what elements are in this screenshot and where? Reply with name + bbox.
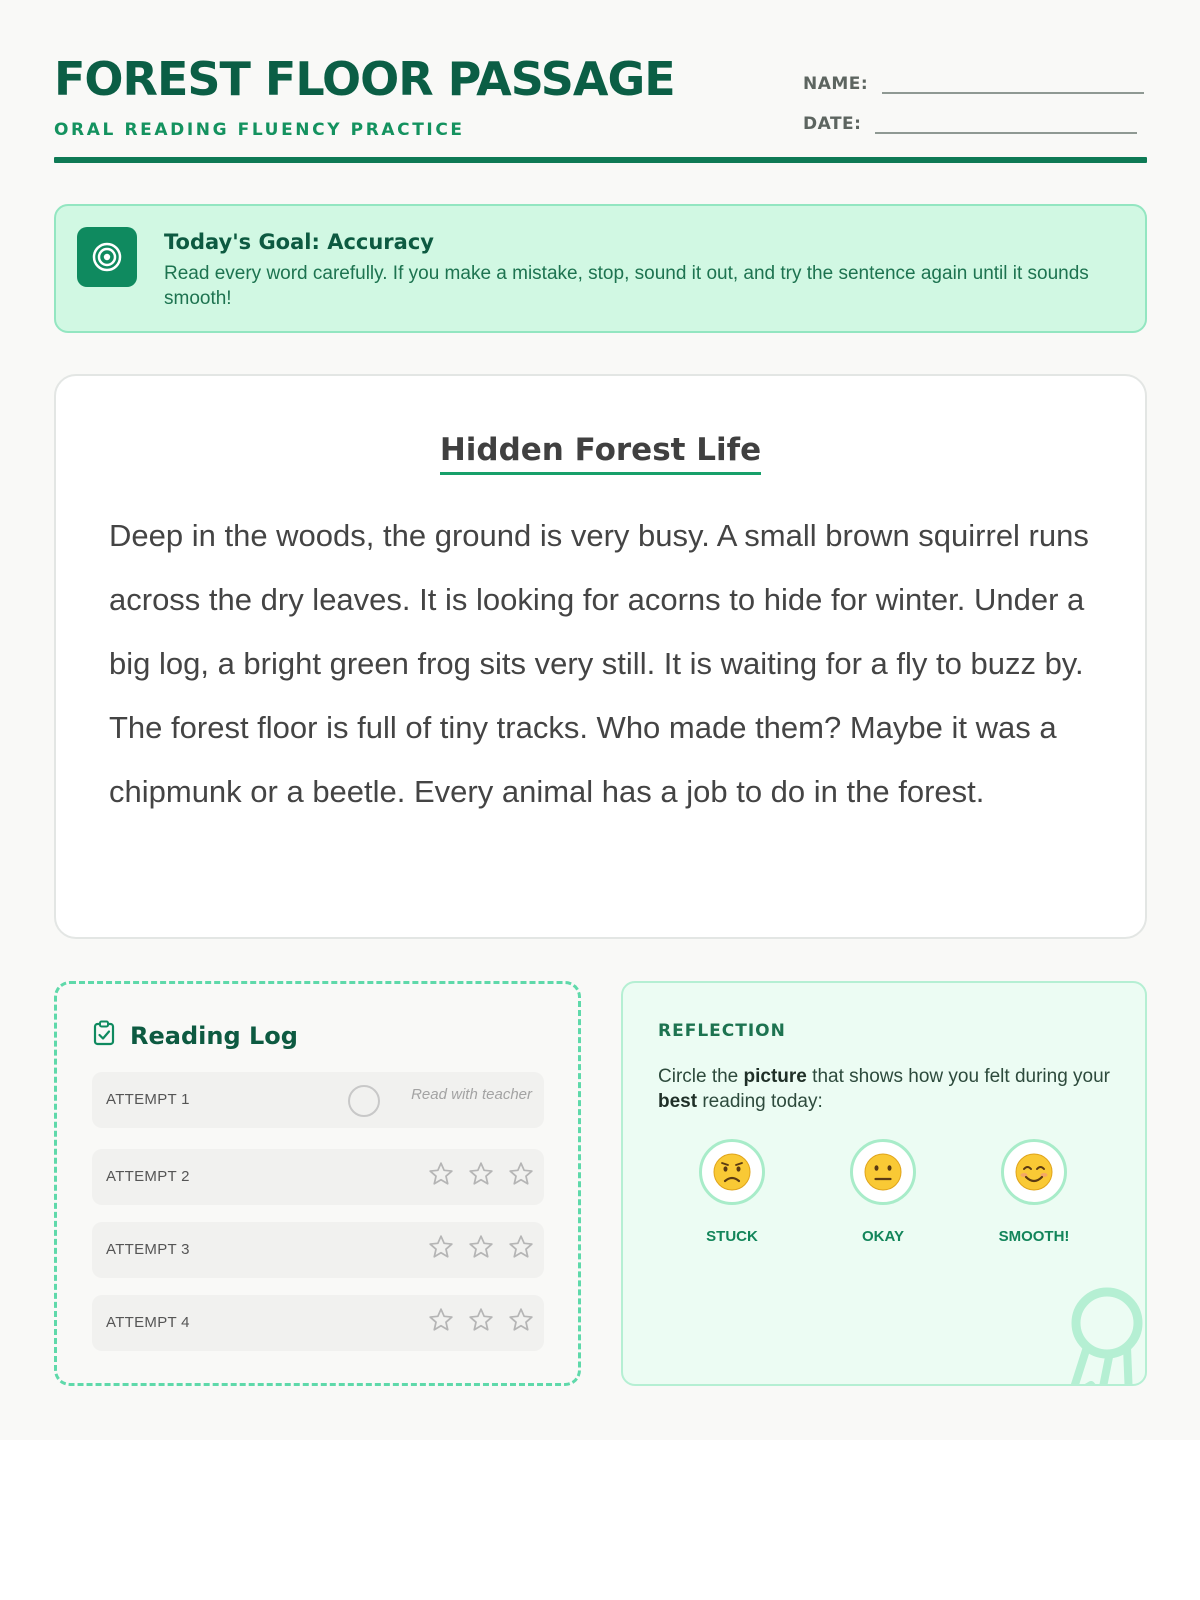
star-icon[interactable] — [428, 1234, 454, 1260]
attempt-label: ATTEMPT 4 — [106, 1314, 190, 1331]
reading-log — [54, 981, 581, 1386]
face-okay[interactable] — [850, 1139, 916, 1205]
attempt-row — [92, 1295, 544, 1351]
name-field[interactable] — [803, 74, 1144, 94]
check-circle[interactable] — [348, 1085, 380, 1117]
worried-face-icon — [702, 1142, 762, 1202]
award-ribbon-icon — [1063, 1277, 1147, 1386]
star-icon[interactable] — [468, 1161, 494, 1187]
face-label-okay: OKAY — [862, 1228, 904, 1245]
reading-log-title: Reading Log — [130, 1021, 298, 1050]
goal-title: Today's Goal: Accuracy — [164, 230, 434, 254]
attempt-row — [92, 1072, 544, 1128]
star-icon[interactable] — [508, 1234, 534, 1260]
date-field[interactable] — [803, 114, 1137, 134]
clipboard-check-icon — [92, 1020, 116, 1051]
face-label-stuck: STUCK — [706, 1228, 758, 1245]
header-divider — [54, 157, 1147, 163]
page-subtitle: ORAL READING FLUENCY PRACTICE — [54, 120, 465, 140]
face-smooth[interactable] — [1001, 1139, 1067, 1205]
goal-callout — [54, 204, 1147, 333]
star-icon[interactable] — [428, 1161, 454, 1187]
reflection-title: REFLECTION — [658, 1021, 786, 1041]
face-label-smooth: SMOOTH! — [998, 1228, 1070, 1245]
neutral-face-icon — [853, 1142, 913, 1202]
date-line[interactable] — [875, 132, 1137, 134]
goal-text: Read every word carefully. If you make a mistake, stop, sound it out, and try the sentence again until it sounds smooth! — [164, 263, 1089, 309]
attempt-label: ATTEMPT 1 — [106, 1091, 190, 1108]
page-header — [54, 52, 1147, 164]
star-icon[interactable] — [468, 1307, 494, 1333]
face-stuck[interactable] — [699, 1139, 765, 1205]
star-icon[interactable] — [508, 1307, 534, 1333]
reflection-panel — [621, 981, 1147, 1386]
date-label: DATE: — [803, 114, 862, 134]
smiling-face-icon — [1004, 1142, 1064, 1202]
star-rating[interactable] — [414, 1307, 534, 1333]
passage-text: Deep in the woods, the ground is very busy. A small brown squirrel runs across the dry leaves. It is looking for acorns to hide for winter. Under a big log, a bright green frog sits very still. It is waiting for a fly to buzz by. The forest floor is full of tiny tracks. Who made them? Maybe it was a chipmunk or a beetle. Every animal has a job to do in the forest. — [109, 518, 1089, 809]
target-icon — [77, 227, 137, 287]
passage-title: Hidden Forest Life — [440, 432, 761, 475]
passage-card — [54, 374, 1147, 939]
attempt-note: Read with teacher — [411, 1086, 532, 1103]
attempt-label: ATTEMPT 2 — [106, 1168, 190, 1185]
star-rating[interactable] — [414, 1234, 534, 1260]
reflection-instructions: Circle the picture that shows how you felt during your best reading today: — [658, 1066, 1110, 1112]
page-title: FOREST FLOOR PASSAGE — [54, 52, 675, 106]
star-icon[interactable] — [468, 1234, 494, 1260]
name-label: NAME: — [803, 74, 869, 94]
star-rating[interactable] — [414, 1161, 534, 1187]
star-icon[interactable] — [428, 1307, 454, 1333]
attempt-label: ATTEMPT 3 — [106, 1241, 190, 1258]
star-icon[interactable] — [508, 1161, 534, 1187]
attempt-row — [92, 1222, 544, 1278]
attempt-row — [92, 1149, 544, 1205]
name-line[interactable] — [882, 92, 1144, 94]
